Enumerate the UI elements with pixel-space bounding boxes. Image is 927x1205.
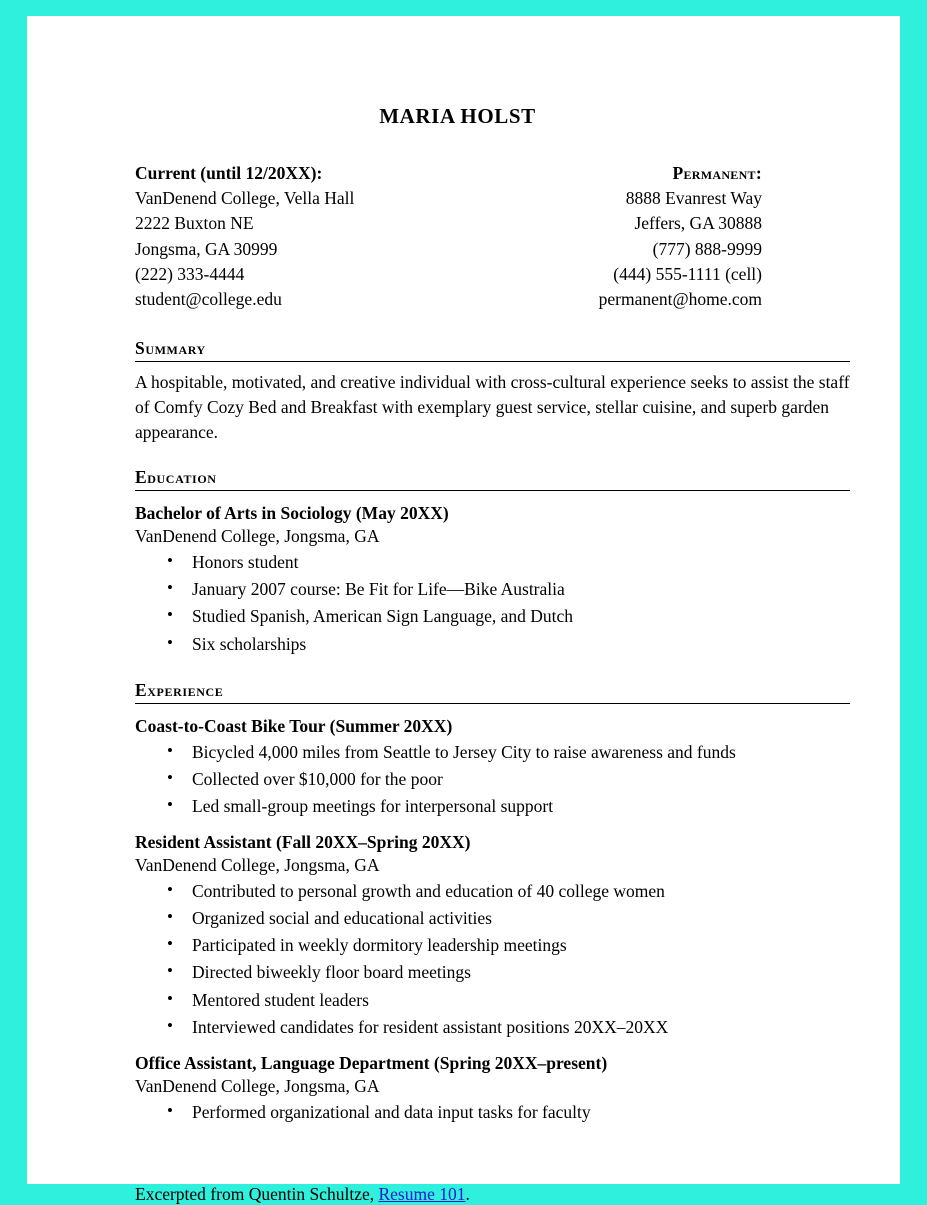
contact-permanent	[599, 161, 820, 312]
experience-entry	[135, 832, 820, 1041]
section-heading-education: Education	[135, 467, 850, 491]
contact-current-email: student@college.edu	[135, 288, 282, 309]
resume-101-link[interactable]: Resume 101	[378, 1183, 466, 1204]
section-heading-summary: Summary	[135, 338, 850, 362]
list-item: • Six scholarships	[135, 631, 820, 658]
resume-page	[27, 16, 900, 1204]
source-note	[135, 1184, 820, 1205]
contact-current-line: VanDenend College, Vella Hall	[135, 188, 355, 209]
section-education	[135, 467, 820, 658]
list-item: • Interviewed candidates for resident assistant positions 20XX–20XX	[135, 1014, 820, 1041]
contact-permanent-line: (777) 888-9999	[652, 238, 762, 259]
contact-block	[135, 161, 820, 312]
list-item: • Led small-group meetings for interpersonal support	[135, 793, 820, 820]
list-item: • Bicycled 4,000 miles from Seattle to Jersey City to raise awareness and funds	[135, 739, 820, 766]
section-heading-experience: Experience	[135, 680, 850, 704]
section-experience	[135, 680, 820, 1126]
contact-permanent-line: Jeffers, GA 30888	[634, 213, 762, 234]
entry-title: Coast-to-Coast Bike Tour (Summer 20XX)	[135, 715, 453, 736]
list-item: • Contributed to personal growth and education of 40 college women	[135, 878, 820, 905]
entry-title: Resident Assistant (Fall 20XX–Spring 20XX)	[135, 832, 471, 853]
list-item: • Mentored student leaders	[135, 987, 820, 1014]
list-item: • Honors student	[135, 549, 820, 576]
contact-permanent-email: permanent@home.com	[598, 288, 762, 309]
list-item: • Participated in weekly dormitory leadership meetings	[135, 932, 820, 959]
list-item: • Collected over $10,000 for the poor	[135, 766, 820, 793]
entry-subtitle: VanDenend College, Jongsma, GA	[135, 855, 380, 876]
contact-current	[135, 161, 354, 312]
source-note-suffix: .	[465, 1183, 470, 1204]
education-entry	[135, 503, 820, 658]
list-item: • January 2007 course: Be Fit for Life—Bike Australia	[135, 576, 820, 603]
page-title: MARIA HOLST	[379, 104, 536, 128]
list-item: • Performed organizational and data input tasks for faculty	[135, 1099, 820, 1126]
experience-entry	[135, 716, 820, 820]
entry-bullets	[135, 739, 820, 820]
section-summary	[135, 338, 850, 445]
contact-permanent-heading: Permanent:	[672, 163, 762, 183]
entry-bullets	[135, 549, 820, 658]
source-note-prefix: Excerpted from Quentin Schultze,	[135, 1183, 379, 1204]
entry-subtitle: VanDenend College, Jongsma, GA	[135, 526, 380, 547]
list-item: • Studied Spanish, American Sign Language, and Dutch	[135, 603, 820, 630]
list-item: • Organized social and educational activities	[135, 905, 820, 932]
contact-current-heading: Current (until 12/20XX):	[135, 163, 323, 183]
summary-text: A hospitable, motivated, and creative individual with cross-cultural experience seeks to assist the staff of Comfy Cozy Bed and Breakfast with exemplary guest service, stellar cuisine, and superb garden appearance.	[135, 372, 850, 443]
contact-current-line: 2222 Buxton NE	[135, 213, 254, 234]
entry-bullets	[135, 878, 820, 1041]
entry-title: Office Assistant, Language Department (Spring 20XX–present)	[135, 1052, 608, 1073]
contact-permanent-line: (444) 555-1111 (cell)	[613, 263, 762, 284]
contact-permanent-line: 8888 Evanrest Way	[625, 188, 762, 209]
contact-current-line: Jongsma, GA 30999	[135, 238, 278, 259]
entry-bullets	[135, 1099, 820, 1126]
entry-title: Bachelor of Arts in Sociology (May 20XX)	[135, 503, 449, 524]
entry-subtitle: VanDenend College, Jongsma, GA	[135, 1075, 380, 1096]
contact-current-line: (222) 333-4444	[135, 263, 245, 284]
resume-content	[27, 16, 900, 1205]
experience-entry	[135, 1053, 820, 1126]
list-item: • Directed biweekly floor board meetings	[135, 959, 820, 986]
